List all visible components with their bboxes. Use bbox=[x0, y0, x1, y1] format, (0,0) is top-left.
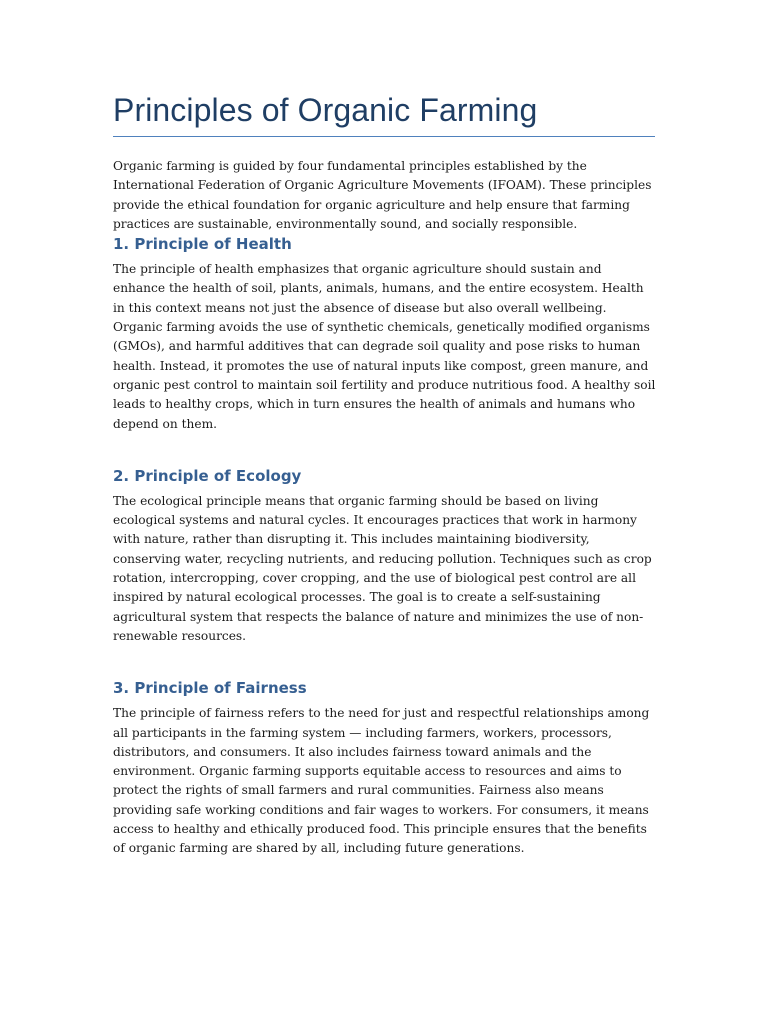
section-heading-health: 1. Principle of Health bbox=[113, 235, 292, 254]
page-title: Principles of Organic Farming bbox=[113, 92, 538, 128]
section-health bbox=[113, 234, 656, 434]
intro-paragraph: Organic farming is guided by four fundamental principles established by the International Federation of Organic Agriculture Movements (IFOAM). These principles provide the ethical foundation for organic agriculture and help ensure that farming practices are sustainable, environmentally sound, and socially responsible. bbox=[113, 159, 652, 231]
section-paragraph-health: The principle of health emphasizes that organic agriculture should sustain and enhance the health of soil, plants, animals, humans, and the entire ecosystem. Health in this context means not just the absence of disease but also overall wellbeing. Organic farming avoids the use of synthetic chemicals, genetically modified organisms (GMOs), and harmful additives that can degrade soil quality and pose risks to human health. Instead, it promotes the use of natural inputs like compost, green manure, and organic pest control to maintain soil fertility and produce nutritious food. A healthy soil leads to healthy crops, which in turn ensures the health of animals and humans who depend on them. bbox=[113, 262, 656, 431]
section-fairness bbox=[113, 678, 656, 858]
section-paragraph-fairness: The principle of fairness refers to the need for just and respectful relationships among all participants in the farming system — including farmers, workers, processors, distributors, and consumers. It also includes fairness toward animals and the environment. Organic farming supports equitable access to resources and aims to protect the rights of small farmers and rural communities. Fairness also means providing safe working conditions and fair wages to workers. For consumers, it means access to healthy and ethically produced food. This principle ensures that the benefits of organic farming are shared by all, including future generations. bbox=[113, 706, 650, 856]
section-heading-fairness: 3. Principle of Fairness bbox=[113, 679, 307, 698]
title-underline-divider bbox=[113, 136, 655, 137]
section-ecology bbox=[113, 466, 656, 646]
section-paragraph-ecology: The ecological principle means that organic farming should be based on living ecological systems and natural cycles. It encourages practices that work in harmony with nature, rather than disrupting it. This includes maintaining biodiversity, conserving water, recycling nutrients, and reducing pollution. Techniques such as crop rotation, intercropping, cover cropping, and the use of biological pest control are all inspired by natural ecological processes. The goal is to create a self-sustaining agricultural system that respects the balance of nature and minimizes the use of non-renewable resources. bbox=[113, 493, 652, 643]
section-heading-ecology: 2. Principle of Ecology bbox=[113, 466, 302, 485]
